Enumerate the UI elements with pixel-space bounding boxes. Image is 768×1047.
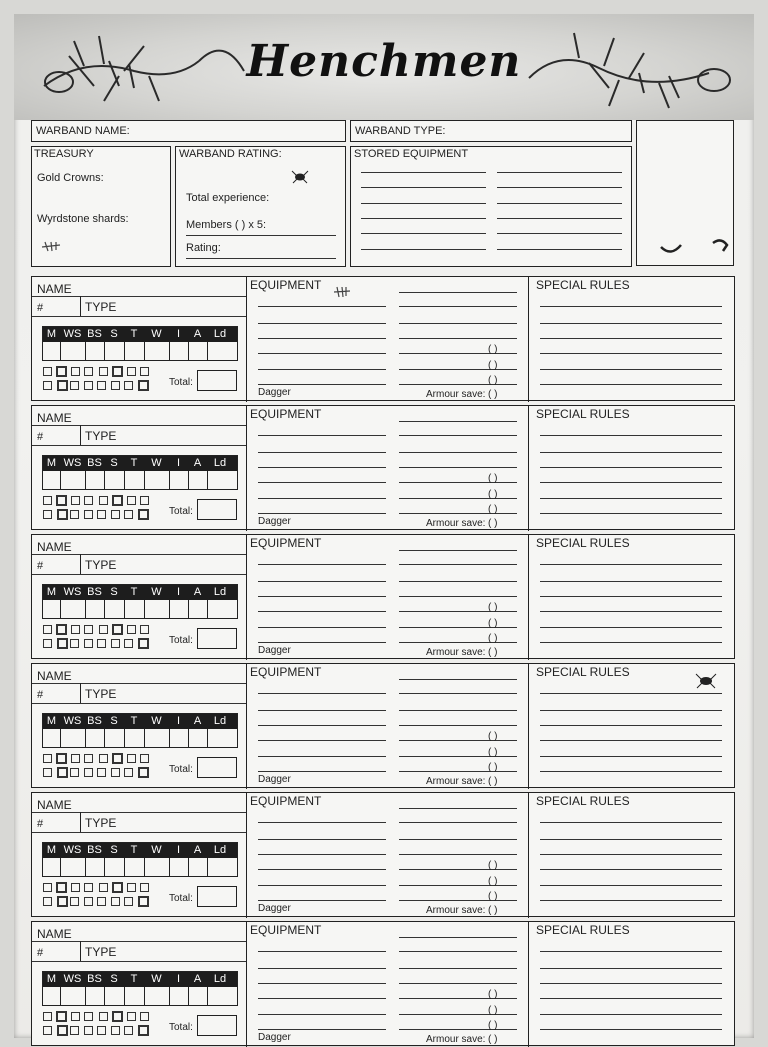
experience-box[interactable] bbox=[111, 897, 120, 906]
special-rules-label: SPECIAL RULES bbox=[536, 665, 630, 679]
roster-sheet bbox=[14, 14, 754, 1045]
experience-box[interactable] bbox=[70, 897, 79, 906]
armour-save-label: Armour save: bbox=[426, 389, 486, 400]
armour-value[interactable]: ( ) bbox=[488, 647, 498, 658]
henchman-group bbox=[31, 276, 735, 401]
experience-box[interactable] bbox=[57, 1025, 68, 1036]
stat-header-t: T bbox=[130, 715, 138, 727]
experience-box[interactable] bbox=[84, 1012, 93, 1021]
armour-value[interactable]: ( ) bbox=[488, 618, 498, 629]
experience-box[interactable] bbox=[97, 897, 106, 906]
experience-box[interactable] bbox=[99, 367, 108, 376]
stat-header-ws: WS bbox=[63, 973, 82, 985]
armour-value[interactable]: ( ) bbox=[488, 1020, 498, 1031]
experience-box[interactable] bbox=[43, 897, 52, 906]
armour-value[interactable]: ( ) bbox=[488, 473, 498, 484]
henchman-group bbox=[31, 405, 735, 530]
stat-header-s: S bbox=[110, 715, 118, 727]
experience-box[interactable] bbox=[56, 882, 67, 893]
total-field[interactable] bbox=[197, 757, 237, 778]
page-title: Henchmen bbox=[246, 36, 522, 87]
stat-header-a: A bbox=[193, 328, 202, 340]
experience-box[interactable] bbox=[111, 1026, 120, 1035]
stat-header-a: A bbox=[193, 586, 202, 598]
experience-box[interactable] bbox=[140, 883, 149, 892]
skeleton-right-icon bbox=[519, 18, 749, 118]
name-label: NAME bbox=[37, 669, 72, 683]
stat-header-w: W bbox=[151, 328, 162, 340]
wyrdstone-label: Wyrdstone shards: bbox=[37, 213, 129, 225]
total-field[interactable] bbox=[197, 886, 237, 907]
experience-box[interactable] bbox=[124, 1026, 133, 1035]
experience-box[interactable] bbox=[112, 366, 123, 377]
stat-header-m: M bbox=[46, 973, 57, 985]
experience-box[interactable] bbox=[70, 381, 79, 390]
beetle-icon bbox=[40, 239, 64, 253]
type-label: TYPE bbox=[85, 816, 117, 830]
experience-box[interactable] bbox=[43, 367, 52, 376]
stat-header-ld: Ld bbox=[213, 844, 227, 856]
experience-box[interactable] bbox=[84, 754, 93, 763]
experience-box[interactable] bbox=[84, 367, 93, 376]
stat-header-ws: WS bbox=[63, 457, 82, 469]
header-banner bbox=[14, 14, 754, 120]
treasury-box[interactable] bbox=[31, 146, 171, 267]
special-rules-label: SPECIAL RULES bbox=[536, 536, 630, 550]
experience-box[interactable] bbox=[71, 754, 80, 763]
stat-header-a: A bbox=[193, 457, 202, 469]
experience-box[interactable] bbox=[111, 381, 120, 390]
experience-box[interactable] bbox=[43, 496, 52, 505]
experience-box[interactable] bbox=[56, 366, 67, 377]
stat-header-w: W bbox=[151, 715, 162, 727]
experience-box[interactable] bbox=[140, 496, 149, 505]
equipment-label: EQUIPMENT bbox=[250, 278, 322, 292]
experience-box[interactable] bbox=[97, 768, 106, 777]
experience-box[interactable] bbox=[112, 624, 123, 635]
total-label: Total: bbox=[169, 893, 193, 904]
armour-value[interactable]: ( ) bbox=[488, 489, 498, 500]
stat-header-a: A bbox=[193, 973, 202, 985]
experience-box[interactable] bbox=[111, 768, 120, 777]
armour-value[interactable]: ( ) bbox=[488, 860, 498, 871]
treasury-label: TREASURY bbox=[34, 148, 94, 160]
equipment-label: EQUIPMENT bbox=[250, 794, 322, 808]
experience-box[interactable] bbox=[112, 753, 123, 764]
armour-value[interactable]: ( ) bbox=[488, 1034, 498, 1045]
number-label: # bbox=[37, 431, 44, 443]
dagger-label: Dagger bbox=[258, 387, 291, 398]
total-label: Total: bbox=[169, 1022, 193, 1033]
stat-header-w: W bbox=[151, 586, 162, 598]
armour-value[interactable]: ( ) bbox=[488, 989, 498, 1000]
experience-box[interactable] bbox=[84, 639, 93, 648]
stat-header-t: T bbox=[130, 586, 138, 598]
total-field[interactable] bbox=[197, 370, 237, 391]
experience-box[interactable] bbox=[84, 768, 93, 777]
experience-box[interactable] bbox=[138, 767, 149, 778]
armour-value[interactable]: ( ) bbox=[488, 518, 498, 529]
armour-save-label: Armour save: bbox=[426, 905, 486, 916]
experience-box[interactable] bbox=[70, 510, 79, 519]
stat-header-s: S bbox=[110, 844, 118, 856]
experience-box[interactable] bbox=[71, 625, 80, 634]
stat-header-i: I bbox=[176, 586, 181, 598]
experience-box[interactable] bbox=[70, 639, 79, 648]
type-label: TYPE bbox=[85, 945, 117, 959]
dagger-label: Dagger bbox=[258, 516, 291, 527]
armour-value[interactable]: ( ) bbox=[488, 602, 498, 613]
stat-header-w: W bbox=[151, 973, 162, 985]
fly-icon bbox=[692, 670, 720, 692]
experience-box[interactable] bbox=[140, 754, 149, 763]
name-label: NAME bbox=[37, 540, 72, 554]
experience-box[interactable] bbox=[57, 509, 68, 520]
stat-header-s: S bbox=[110, 973, 118, 985]
fly-icon bbox=[288, 167, 312, 187]
stat-header-bs: BS bbox=[87, 715, 102, 727]
stat-header-s: S bbox=[110, 457, 118, 469]
stored-equipment-box[interactable] bbox=[350, 146, 632, 267]
armour-value[interactable]: ( ) bbox=[488, 876, 498, 887]
armour-save-label: Armour save: bbox=[426, 776, 486, 787]
stored-equipment-label: STORED EQUIPMENT bbox=[354, 148, 469, 160]
experience-box[interactable] bbox=[140, 367, 149, 376]
stat-header-i: I bbox=[176, 328, 181, 340]
experience-box[interactable] bbox=[56, 624, 67, 635]
number-label: # bbox=[37, 947, 44, 959]
armour-value[interactable]: ( ) bbox=[488, 891, 498, 902]
name-label: NAME bbox=[37, 282, 72, 296]
experience-box[interactable] bbox=[43, 625, 52, 634]
stat-header-bs: BS bbox=[87, 844, 102, 856]
stat-header-i: I bbox=[176, 457, 181, 469]
armour-value[interactable]: ( ) bbox=[488, 633, 498, 644]
special-rules-label: SPECIAL RULES bbox=[536, 407, 630, 421]
armour-save-label: Armour save: bbox=[426, 518, 486, 529]
equipment-label: EQUIPMENT bbox=[250, 923, 322, 937]
experience-box[interactable] bbox=[138, 380, 149, 391]
type-label: TYPE bbox=[85, 300, 117, 314]
stat-header-m: M bbox=[46, 715, 57, 727]
stat-header-w: W bbox=[151, 457, 162, 469]
number-label: # bbox=[37, 689, 44, 701]
experience-box[interactable] bbox=[127, 754, 136, 763]
henchman-group bbox=[31, 663, 735, 788]
experience-box[interactable] bbox=[138, 1025, 149, 1036]
experience-box[interactable] bbox=[124, 381, 133, 390]
stat-header-ws: WS bbox=[63, 328, 82, 340]
experience-box[interactable] bbox=[99, 496, 108, 505]
experience-box[interactable] bbox=[124, 639, 133, 648]
rating-label: Rating: bbox=[186, 242, 221, 254]
type-label: TYPE bbox=[85, 429, 117, 443]
total-label: Total: bbox=[169, 506, 193, 517]
experience-box[interactable] bbox=[84, 381, 93, 390]
gold-crowns-label: Gold Crowns: bbox=[37, 172, 104, 184]
experience-box[interactable] bbox=[127, 883, 136, 892]
beetle-icon bbox=[332, 285, 352, 299]
dagger-label: Dagger bbox=[258, 1032, 291, 1043]
experience-box[interactable] bbox=[97, 639, 106, 648]
stat-header-ws: WS bbox=[63, 715, 82, 727]
total-field[interactable] bbox=[197, 1015, 237, 1036]
experience-box[interactable] bbox=[99, 883, 108, 892]
number-label: # bbox=[37, 302, 44, 314]
armour-save-label: Armour save: bbox=[426, 647, 486, 658]
stat-header-s: S bbox=[110, 586, 118, 598]
experience-box[interactable] bbox=[70, 768, 79, 777]
experience-box[interactable] bbox=[97, 381, 106, 390]
warband-emblem-box[interactable] bbox=[636, 120, 734, 266]
total-label: Total: bbox=[169, 635, 193, 646]
equipment-label: EQUIPMENT bbox=[250, 407, 322, 421]
number-label: # bbox=[37, 560, 44, 572]
stat-header-ld: Ld bbox=[213, 586, 227, 598]
experience-box[interactable] bbox=[43, 768, 52, 777]
armour-value[interactable]: ( ) bbox=[488, 731, 498, 742]
stat-header-ld: Ld bbox=[213, 457, 227, 469]
stats-table[interactable] bbox=[42, 971, 238, 1006]
total-field[interactable] bbox=[197, 499, 237, 520]
armour-value[interactable]: ( ) bbox=[488, 905, 498, 916]
experience-box[interactable] bbox=[127, 367, 136, 376]
stat-header-m: M bbox=[46, 586, 57, 598]
experience-box[interactable] bbox=[112, 495, 123, 506]
stat-header-bs: BS bbox=[87, 328, 102, 340]
experience-box[interactable] bbox=[84, 1026, 93, 1035]
experience-box[interactable] bbox=[43, 754, 52, 763]
experience-box[interactable] bbox=[99, 625, 108, 634]
experience-box[interactable] bbox=[84, 883, 93, 892]
experience-box[interactable] bbox=[84, 625, 93, 634]
warband-rating-label: WARBAND RATING: bbox=[179, 148, 282, 160]
experience-box[interactable] bbox=[140, 625, 149, 634]
experience-box[interactable] bbox=[43, 510, 52, 519]
dagger-label: Dagger bbox=[258, 774, 291, 785]
experience-box[interactable] bbox=[112, 882, 123, 893]
type-label: TYPE bbox=[85, 558, 117, 572]
experience-box[interactable] bbox=[57, 896, 68, 907]
armour-value[interactable]: ( ) bbox=[488, 389, 498, 400]
type-label: TYPE bbox=[85, 687, 117, 701]
name-label: NAME bbox=[37, 798, 72, 812]
experience-box[interactable] bbox=[71, 1012, 80, 1021]
claw-icon bbox=[657, 233, 747, 263]
experience-box[interactable] bbox=[97, 510, 106, 519]
warband-type-field[interactable] bbox=[350, 120, 632, 142]
stat-header-t: T bbox=[130, 973, 138, 985]
dagger-label: Dagger bbox=[258, 903, 291, 914]
experience-box[interactable] bbox=[43, 1026, 52, 1035]
experience-box[interactable] bbox=[84, 510, 93, 519]
special-rules-label: SPECIAL RULES bbox=[536, 278, 630, 292]
experience-box[interactable] bbox=[112, 1011, 123, 1022]
experience-box[interactable] bbox=[111, 639, 120, 648]
armour-value[interactable]: ( ) bbox=[488, 776, 498, 787]
total-experience-label: Total experience: bbox=[186, 192, 270, 204]
warband-type-label: WARBAND TYPE: bbox=[355, 125, 446, 137]
equipment-label: EQUIPMENT bbox=[250, 536, 322, 550]
experience-box[interactable] bbox=[138, 896, 149, 907]
experience-box[interactable] bbox=[138, 509, 149, 520]
experience-box[interactable] bbox=[56, 1011, 67, 1022]
members-label: Members ( ) x 5: bbox=[186, 219, 267, 231]
experience-box[interactable] bbox=[84, 897, 93, 906]
experience-box[interactable] bbox=[138, 638, 149, 649]
experience-box[interactable] bbox=[111, 510, 120, 519]
stat-header-ws: WS bbox=[63, 586, 82, 598]
stat-header-ld: Ld bbox=[213, 715, 227, 727]
experience-box[interactable] bbox=[71, 883, 80, 892]
stat-header-bs: BS bbox=[87, 586, 102, 598]
experience-box[interactable] bbox=[56, 753, 67, 764]
number-label: # bbox=[37, 818, 44, 830]
stat-header-t: T bbox=[130, 457, 138, 469]
stat-header-bs: BS bbox=[87, 457, 102, 469]
total-label: Total: bbox=[169, 764, 193, 775]
experience-box[interactable] bbox=[127, 496, 136, 505]
experience-box[interactable] bbox=[57, 767, 68, 778]
experience-box[interactable] bbox=[84, 496, 93, 505]
armour-value[interactable]: ( ) bbox=[488, 504, 498, 515]
armour-value[interactable]: ( ) bbox=[488, 1005, 498, 1016]
stat-header-m: M bbox=[46, 844, 57, 856]
stat-header-i: I bbox=[176, 844, 181, 856]
stat-header-t: T bbox=[130, 328, 138, 340]
experience-box[interactable] bbox=[43, 381, 52, 390]
stat-header-i: I bbox=[176, 715, 181, 727]
armour-value[interactable]: ( ) bbox=[488, 762, 498, 773]
experience-box[interactable] bbox=[57, 638, 68, 649]
experience-box[interactable] bbox=[124, 897, 133, 906]
stat-header-a: A bbox=[193, 844, 202, 856]
stat-header-s: S bbox=[110, 328, 118, 340]
armour-value[interactable]: ( ) bbox=[488, 360, 498, 371]
name-label: NAME bbox=[37, 411, 72, 425]
henchman-group bbox=[31, 792, 735, 917]
stat-header-m: M bbox=[46, 328, 57, 340]
name-label: NAME bbox=[37, 927, 72, 941]
experience-box[interactable] bbox=[99, 754, 108, 763]
experience-box[interactable] bbox=[99, 1012, 108, 1021]
experience-box[interactable] bbox=[43, 1012, 52, 1021]
experience-box[interactable] bbox=[70, 1026, 79, 1035]
stat-header-a: A bbox=[193, 715, 202, 727]
henchman-group bbox=[31, 534, 735, 659]
stat-header-ld: Ld bbox=[213, 328, 227, 340]
stats-table[interactable] bbox=[42, 326, 238, 361]
experience-box[interactable] bbox=[124, 768, 133, 777]
henchman-group bbox=[31, 921, 735, 1046]
special-rules-label: SPECIAL RULES bbox=[536, 794, 630, 808]
armour-value[interactable]: ( ) bbox=[488, 747, 498, 758]
experience-box[interactable] bbox=[56, 495, 67, 506]
experience-box[interactable] bbox=[124, 510, 133, 519]
warband-rating-box[interactable] bbox=[175, 146, 346, 267]
stats-table[interactable] bbox=[42, 842, 238, 877]
equipment-label: EQUIPMENT bbox=[250, 665, 322, 679]
stat-header-i: I bbox=[176, 973, 181, 985]
warband-name-label: WARBAND NAME: bbox=[36, 125, 130, 137]
stat-header-m: M bbox=[46, 457, 57, 469]
experience-box[interactable] bbox=[127, 1012, 136, 1021]
warband-name-field[interactable] bbox=[31, 120, 346, 142]
stat-header-t: T bbox=[130, 844, 138, 856]
stats-table[interactable] bbox=[42, 455, 238, 490]
armour-value[interactable]: ( ) bbox=[488, 375, 498, 386]
stat-header-bs: BS bbox=[87, 973, 102, 985]
stat-header-w: W bbox=[151, 844, 162, 856]
experience-box[interactable] bbox=[97, 1026, 106, 1035]
experience-box[interactable] bbox=[43, 639, 52, 648]
stats-table[interactable] bbox=[42, 584, 238, 619]
experience-box[interactable] bbox=[71, 367, 80, 376]
experience-box[interactable] bbox=[57, 380, 68, 391]
experience-box[interactable] bbox=[71, 496, 80, 505]
armour-value[interactable]: ( ) bbox=[488, 344, 498, 355]
experience-box[interactable] bbox=[43, 883, 52, 892]
stat-header-ld: Ld bbox=[213, 973, 227, 985]
experience-box[interactable] bbox=[140, 1012, 149, 1021]
stats-table[interactable] bbox=[42, 713, 238, 748]
experience-box[interactable] bbox=[127, 625, 136, 634]
stat-header-ws: WS bbox=[63, 844, 82, 856]
armour-save-label: Armour save: bbox=[426, 1034, 486, 1045]
total-field[interactable] bbox=[197, 628, 237, 649]
total-label: Total: bbox=[169, 377, 193, 388]
dagger-label: Dagger bbox=[258, 645, 291, 656]
special-rules-label: SPECIAL RULES bbox=[536, 923, 630, 937]
